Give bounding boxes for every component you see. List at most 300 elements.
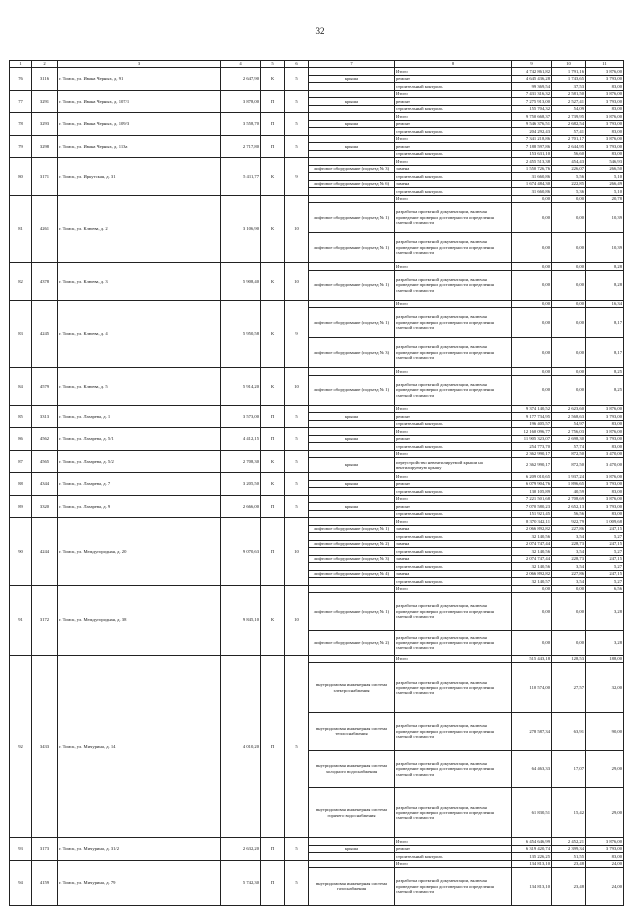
wall-material-cell: П — [261, 655, 285, 838]
floors-cell: 10 — [285, 263, 309, 301]
object-number-cell: 92 — [10, 655, 32, 838]
cost-cell: 0,00 — [512, 338, 552, 368]
col-header-11: 11 — [586, 61, 624, 68]
limit-cost-cell: 90,00 — [586, 713, 624, 751]
address-cell: г. Томск, ул. Ивана Черных, д. 113а — [58, 135, 221, 158]
unit-cost-cell: 0,00 — [552, 270, 586, 300]
cost-cell: 2 066 892,82 — [512, 570, 552, 578]
cost-cell: 9 546 376,51 — [512, 120, 552, 128]
limit-cost-cell: 5,27 — [586, 578, 624, 586]
work-type-cell — [309, 135, 395, 143]
area-cell: 2 647,90 — [221, 68, 261, 91]
object-row — [10, 263, 624, 271]
area-cell: 5 950,58 — [221, 300, 261, 368]
table-body — [10, 68, 624, 906]
address-cell: г. Томск, ул. Лазарева, д. 5/1 — [58, 428, 221, 451]
address-cell: г. Томск, ул. Иркутская, д. 31 — [58, 158, 221, 196]
object-id-cell: 4261 — [32, 195, 58, 263]
action-cell: строительный контроль — [395, 150, 512, 158]
cost-cell: 2 362 990,17 — [512, 450, 552, 458]
page-number: 32 — [315, 26, 325, 36]
object-id-cell: 3291 — [32, 90, 58, 113]
unit-cost-cell: 15,42 — [552, 788, 586, 838]
unit-cost-cell: 0,00 — [552, 375, 586, 405]
cost-cell: 99 369,54 — [512, 83, 552, 91]
cost-cell: 204 292,43 — [512, 128, 552, 136]
cost-cell: 134 813,10 — [512, 868, 552, 906]
work-type-cell — [309, 105, 395, 113]
area-cell: 9 845,10 — [221, 585, 261, 655]
unit-cost-cell: 2 708,69 — [552, 495, 586, 503]
cost-cell: 7 341 218,86 — [512, 135, 552, 143]
unit-cost-cell: 226,07 — [552, 165, 586, 173]
unit-cost-cell: 3,54 — [552, 533, 586, 541]
unit-cost-cell: 54,97 — [552, 420, 586, 428]
wall-material-cell: П — [261, 495, 285, 518]
cost-cell: 31 660,86 — [512, 173, 552, 181]
limit-cost-cell: 1 009,68 — [586, 518, 624, 526]
action-cell: строительный контроль — [395, 105, 512, 113]
action-cell: Итого — [395, 428, 512, 436]
object-row — [10, 158, 624, 166]
cost-cell: 7 431 316,32 — [512, 90, 552, 98]
object-number-cell: 78 — [10, 113, 32, 136]
action-cell: замена — [395, 180, 512, 188]
object-row — [10, 860, 624, 868]
limit-cost-cell: 3 793,00 — [586, 143, 624, 151]
action-cell: разработка проектной документации, включая проведение проверки достоверности определения сметной стоимости — [395, 593, 512, 631]
action-cell: разработка проектной документации, включая проведение проверки достоверности определения сметной стоимости — [395, 750, 512, 788]
action-cell: переустройство невентилируемой крыши на вентилируемую крышу — [395, 458, 512, 473]
address-cell: г. Томск, ул. Мичурина, д. 79 — [58, 860, 221, 905]
address-cell: г. Томск, ул. Ивана Черных, д. 107/1 — [58, 90, 221, 113]
unit-cost-cell: 128,53 — [552, 655, 586, 663]
work-type-cell: лифтовое оборудование (подъезд № 1) — [309, 525, 395, 533]
limit-cost-cell: 24,00 — [586, 860, 624, 868]
cost-cell: 8 370 342,11 — [512, 518, 552, 526]
cost-cell: 9 374 140,52 — [512, 405, 552, 413]
unit-cost-cell: 2 756,03 — [552, 428, 586, 436]
unit-cost-cell: 2 701,17 — [552, 135, 586, 143]
cost-cell: 0,00 — [512, 270, 552, 300]
area-cell: 5 742,30 — [221, 860, 261, 905]
action-cell: ремонт — [395, 143, 512, 151]
action-cell: Итого — [395, 195, 512, 203]
work-type-cell — [309, 83, 395, 91]
object-id-cell: 3313 — [32, 405, 58, 428]
action-cell: замена — [395, 555, 512, 563]
limit-cost-cell: 247,15 — [586, 555, 624, 563]
unit-cost-cell: 228,73 — [552, 540, 586, 548]
work-type-cell — [309, 585, 395, 593]
work-type-cell: лифтовое оборудование (подъезд № 1) — [309, 593, 395, 631]
cost-cell: 0,00 — [512, 368, 552, 376]
unit-cost-cell: 2 623,60 — [552, 405, 586, 413]
limit-cost-cell: 8,28 — [586, 263, 624, 271]
unit-cost-cell: 54,09 — [552, 105, 586, 113]
floors-cell: 10 — [285, 518, 309, 586]
object-number-cell: 90 — [10, 518, 32, 586]
cost-cell: 515 443,18 — [512, 655, 552, 663]
floors-cell: 5 — [285, 68, 309, 91]
work-type-cell — [309, 578, 395, 586]
col-header-5: 5 — [261, 61, 285, 68]
work-type-cell: крыша — [309, 413, 395, 421]
area-cell: 5 908,40 — [221, 263, 261, 301]
work-type-cell — [309, 655, 395, 663]
cost-cell: 9 750 668,37 — [512, 113, 552, 121]
unit-cost-cell: 2 644,95 — [552, 143, 586, 151]
address-cell: г. Томск, ул. Лазарева, д. 1 — [58, 405, 221, 428]
cost-cell: 4 645 436,28 — [512, 75, 552, 83]
work-type-cell: крыша — [309, 435, 395, 443]
cost-cell: 11 905 323,07 — [512, 435, 552, 443]
action-cell: ремонт — [395, 845, 512, 853]
object-number-cell: 93 — [10, 838, 32, 861]
action-cell: Итого — [395, 518, 512, 526]
wall-material-cell: П — [261, 838, 285, 861]
limit-cost-cell: 3 793,00 — [586, 413, 624, 421]
unit-cost-cell: 0,00 — [552, 585, 586, 593]
work-type-cell: крыша — [309, 75, 395, 83]
object-number-cell: 84 — [10, 368, 32, 406]
object-number-cell: 83 — [10, 300, 32, 368]
work-type-cell: крыша — [309, 120, 395, 128]
action-cell: ремонт — [395, 503, 512, 511]
work-type-cell: лифтовое оборудование (подъезд № 2) — [309, 540, 395, 548]
unit-cost-cell: 2 682,54 — [552, 120, 586, 128]
limit-cost-cell: 83,00 — [586, 488, 624, 496]
limit-cost-cell: 8,25 — [586, 368, 624, 376]
limit-cost-cell: 6,56 — [586, 585, 624, 593]
work-type-cell — [309, 563, 395, 571]
floors-cell: 5 — [285, 135, 309, 158]
cost-cell: 64 463,33 — [512, 750, 552, 788]
limit-cost-cell: 5,27 — [586, 533, 624, 541]
work-type-cell: лифтовое оборудование (подъезд № 1) — [309, 203, 395, 233]
col-header-4: 4 — [221, 61, 261, 68]
cost-cell: 0,00 — [512, 263, 552, 271]
action-cell: Итого — [395, 300, 512, 308]
cost-cell: 32 140,56 — [512, 563, 552, 571]
floors-cell: 10 — [285, 368, 309, 406]
object-row — [10, 428, 624, 436]
unit-cost-cell: 57,74 — [552, 443, 586, 451]
limit-cost-cell: 3,28 — [586, 593, 624, 631]
object-row — [10, 405, 624, 413]
action-cell: ремонт — [395, 480, 512, 488]
wall-material-cell: К — [261, 158, 285, 196]
object-number-cell: 89 — [10, 495, 32, 518]
repair-plan-table-container — [9, 60, 623, 906]
work-type-cell: крыша — [309, 458, 395, 473]
object-number-cell: 85 — [10, 405, 32, 428]
unit-cost-cell: 51,55 — [552, 853, 586, 861]
limit-cost-cell: 10,39 — [586, 203, 624, 233]
unit-cost-cell: 0,00 — [552, 203, 586, 233]
col-header-2: 2 — [32, 61, 58, 68]
limit-cost-cell: 3 793,00 — [586, 75, 624, 83]
address-cell: г. Томск, ул. Ивана Черных, д. 109/3 — [58, 113, 221, 136]
action-cell: Итого — [395, 450, 512, 458]
wall-material-cell: П — [261, 860, 285, 905]
action-cell: разработка проектной документации, включая проведение проверки достоверности определения сметной стоимости — [395, 630, 512, 655]
unit-cost-cell: 2 527,41 — [552, 98, 586, 106]
action-cell: Итого — [395, 655, 512, 663]
work-type-cell — [309, 510, 395, 518]
object-number-cell: 79 — [10, 135, 32, 158]
floors-cell: 5 — [285, 655, 309, 838]
wall-material-cell: К — [261, 450, 285, 473]
cost-cell: 0,00 — [512, 593, 552, 631]
address-cell: г. Томск, ул. Клюева, д. 3 — [58, 263, 221, 301]
cost-cell: 0,00 — [512, 308, 552, 338]
cost-cell: 110 574,00 — [512, 663, 552, 713]
col-header-7: 7 — [309, 61, 395, 68]
work-type-cell: внутридомовая инженерная система электроснабжения — [309, 663, 395, 713]
object-id-cell: 3173 — [32, 838, 58, 861]
floors-cell: 9 — [285, 158, 309, 196]
action-cell: ремонт — [395, 75, 512, 83]
wall-material-cell: П — [261, 428, 285, 451]
work-type-cell — [309, 300, 395, 308]
action-cell: разработка проектной документации, включая проведение проверки достоверности определения сметной стоимости — [395, 270, 512, 300]
object-row — [10, 473, 624, 481]
action-cell: строительный контроль — [395, 128, 512, 136]
area-cell: 2 717,80 — [221, 135, 261, 158]
area-cell: 9 070,63 — [221, 518, 261, 586]
wall-material-cell: К — [261, 300, 285, 368]
work-type-cell — [309, 420, 395, 428]
cost-cell: 196 405,57 — [512, 420, 552, 428]
object-row — [10, 655, 624, 663]
floors-cell: 5 — [285, 405, 309, 428]
wall-material-cell: П — [261, 405, 285, 428]
cost-cell: 0,00 — [512, 233, 552, 263]
work-type-cell — [309, 473, 395, 481]
object-row — [10, 450, 624, 458]
cost-cell: 1 674 484,30 — [512, 180, 552, 188]
object-number-cell: 80 — [10, 158, 32, 196]
unit-cost-cell: 1 896,65 — [552, 480, 586, 488]
limit-cost-cell: 29,00 — [586, 750, 624, 788]
work-type-cell: внутридомовая инженерная система теплоснабжения — [309, 713, 395, 751]
wall-material-cell: К — [261, 195, 285, 263]
address-cell: г. Томск, ул. Междугородная, д. 20 — [58, 518, 221, 586]
area-cell: 3 106,90 — [221, 195, 261, 263]
object-number-cell: 91 — [10, 585, 32, 655]
limit-cost-cell: 247,15 — [586, 540, 624, 548]
unit-cost-cell: 3,54 — [552, 563, 586, 571]
work-type-cell — [309, 548, 395, 556]
unit-cost-cell: 922,79 — [552, 518, 586, 526]
limit-cost-cell: 3 470,00 — [586, 458, 624, 473]
object-row — [10, 495, 624, 503]
work-type-cell — [309, 195, 395, 203]
area-cell: 2 708,30 — [221, 450, 261, 473]
object-id-cell: 3172 — [32, 585, 58, 655]
unit-cost-cell: 56,60 — [552, 150, 586, 158]
object-id-cell: 4562 — [32, 428, 58, 451]
unit-cost-cell: 0,00 — [552, 368, 586, 376]
area-cell: 3 573,00 — [221, 405, 261, 428]
limit-cost-cell: 5,27 — [586, 563, 624, 571]
object-id-cell: 3433 — [32, 655, 58, 838]
action-cell: строительный контроль — [395, 548, 512, 556]
work-type-cell: внутридомовая инженерная система горячего водоснабжения — [309, 788, 395, 838]
action-cell: строительный контроль — [395, 563, 512, 571]
cost-cell: 7 275 913,00 — [512, 98, 552, 106]
col-header-6: 6 — [285, 61, 309, 68]
limit-cost-cell: 3 793,00 — [586, 98, 624, 106]
address-cell: г. Томск, ул. Ивана Черных, д. 91 — [58, 68, 221, 91]
cost-cell: 32 140,56 — [512, 533, 552, 541]
object-id-cell: 4244 — [32, 518, 58, 586]
floors-cell: 5 — [285, 838, 309, 861]
limit-cost-cell: 24,00 — [586, 868, 624, 906]
work-type-cell — [309, 128, 395, 136]
work-type-cell: лифтовое оборудование (подъезд № 2) — [309, 630, 395, 655]
limit-cost-cell: 247,15 — [586, 570, 624, 578]
unit-cost-cell: 0,00 — [552, 263, 586, 271]
limit-cost-cell: 266,49 — [586, 180, 624, 188]
work-type-cell — [309, 838, 395, 846]
floors-cell: 9 — [285, 300, 309, 368]
limit-cost-cell: 29,00 — [586, 788, 624, 838]
floors-cell: 5 — [285, 860, 309, 905]
unit-cost-cell: 454,43 — [552, 158, 586, 166]
limit-cost-cell: 10,39 — [586, 233, 624, 263]
cost-cell: 6 454 646,99 — [512, 838, 552, 846]
work-type-cell — [309, 518, 395, 526]
unit-cost-cell: 5,36 — [552, 188, 586, 196]
cost-cell: 2 455 513,38 — [512, 158, 552, 166]
work-type-cell — [309, 188, 395, 196]
unit-cost-cell: 0,00 — [552, 593, 586, 631]
unit-cost-cell: 2 698,30 — [552, 435, 586, 443]
work-type-cell — [309, 263, 395, 271]
limit-cost-cell: 3 876,00 — [586, 90, 624, 98]
action-cell: разработка проектной документации, включая проведение проверки достоверности определения сметной стоимости — [395, 788, 512, 838]
unit-cost-cell: 0,00 — [552, 630, 586, 655]
action-cell: разработка проектной документации, включая проведение проверки достоверности определения сметной стоимости — [395, 308, 512, 338]
limit-cost-cell: 83,00 — [586, 853, 624, 861]
object-id-cell: 4245 — [32, 300, 58, 368]
work-type-cell — [309, 860, 395, 868]
work-type-cell: лифтовое оборудование (подъезд № 1) — [309, 270, 395, 300]
address-cell: г. Томск, ул. Клюева, д. 2 — [58, 195, 221, 263]
limit-cost-cell: 83,00 — [586, 443, 624, 451]
wall-material-cell: К — [261, 368, 285, 406]
work-type-cell: крыша — [309, 143, 395, 151]
limit-cost-cell: 83,00 — [586, 420, 624, 428]
action-cell: Итого — [395, 158, 512, 166]
limit-cost-cell: 8,28 — [586, 270, 624, 300]
wall-material-cell: К — [261, 585, 285, 655]
object-number-cell: 88 — [10, 473, 32, 496]
action-cell: ремонт — [395, 98, 512, 106]
action-cell: разработка проектной документации, включая проведение проверки достоверности определения сметной стоимости — [395, 713, 512, 751]
limit-cost-cell: 3 793,00 — [586, 845, 624, 853]
limit-cost-cell: 20,78 — [586, 195, 624, 203]
object-id-cell: 3298 — [32, 135, 58, 158]
unit-cost-cell: 17,07 — [552, 750, 586, 788]
limit-cost-cell: 3 793,00 — [586, 503, 624, 511]
action-cell: строительный контроль — [395, 188, 512, 196]
address-cell: г. Томск, ул. Лазарева, д. 9 — [58, 495, 221, 518]
unit-cost-cell: 2 581,50 — [552, 90, 586, 98]
cost-cell: 0,00 — [512, 203, 552, 233]
action-cell: Итого — [395, 495, 512, 503]
action-cell: ремонт — [395, 120, 512, 128]
work-type-cell — [309, 488, 395, 496]
cost-cell: 153 631,10 — [512, 150, 552, 158]
work-type-cell — [309, 428, 395, 436]
unit-cost-cell: 23,48 — [552, 860, 586, 868]
area-cell: 3 205,50 — [221, 473, 261, 496]
unit-cost-cell: 3,54 — [552, 548, 586, 556]
action-cell: разработка проектной документации, включая проведение проверки достоверности определения сметной стоимости — [395, 663, 512, 713]
action-cell: строительный контроль — [395, 510, 512, 518]
limit-cost-cell: 3,28 — [586, 630, 624, 655]
unit-cost-cell: 2 399,34 — [552, 845, 586, 853]
object-number-cell: 76 — [10, 68, 32, 91]
work-type-cell: крыша — [309, 98, 395, 106]
action-cell: замена — [395, 165, 512, 173]
object-id-cell: 3116 — [32, 68, 58, 91]
work-type-cell: лифтовое оборудование (подъезд № 1) — [309, 308, 395, 338]
action-cell: разработка проектной документации, включая проведение проверки достоверности определения сметной стоимости — [395, 868, 512, 906]
action-cell: замена — [395, 525, 512, 533]
action-cell: строительный контроль — [395, 578, 512, 586]
col-header-1: 1 — [10, 61, 32, 68]
limit-cost-cell: 3 876,00 — [586, 473, 624, 481]
work-type-cell: лифтовое оборудование (подъезд № 3) — [309, 165, 395, 173]
work-type-cell: лифтовое оборудование (подъезд № 4) — [309, 570, 395, 578]
cost-cell: 0,00 — [512, 585, 552, 593]
wall-material-cell: К — [261, 68, 285, 91]
limit-cost-cell: 83,00 — [586, 150, 624, 158]
unit-cost-cell: 2 652,13 — [552, 503, 586, 511]
cost-cell: 1 550 726,76 — [512, 165, 552, 173]
object-number-cell: 82 — [10, 263, 32, 301]
limit-cost-cell: 5,27 — [586, 548, 624, 556]
work-type-cell — [309, 90, 395, 98]
cost-cell: 4 742 861,82 — [512, 68, 552, 76]
unit-cost-cell: 27,57 — [552, 663, 586, 713]
work-type-cell — [309, 173, 395, 181]
wall-material-cell: К — [261, 473, 285, 496]
action-cell: строительный контроль — [395, 83, 512, 91]
action-cell: Итого — [395, 113, 512, 121]
action-cell: замена — [395, 570, 512, 578]
cost-cell: 155 704,32 — [512, 105, 552, 113]
object-row — [10, 585, 624, 593]
unit-cost-cell: 227,86 — [552, 525, 586, 533]
limit-cost-cell: 3 876,00 — [586, 135, 624, 143]
action-cell: Итого — [395, 860, 512, 868]
work-type-cell — [309, 450, 395, 458]
action-cell: Итого — [395, 405, 512, 413]
object-number-cell: 94 — [10, 860, 32, 905]
unit-cost-cell: 0,00 — [552, 308, 586, 338]
unit-cost-cell: 23,48 — [552, 868, 586, 906]
address-cell: г. Томск, ул. Междугородная, д. 38 — [58, 585, 221, 655]
action-cell: разработка проектной документации, включая проведение проверки достоверности определения сметной стоимости — [395, 338, 512, 368]
limit-cost-cell: 3 876,00 — [586, 68, 624, 76]
unit-cost-cell: 2 739,95 — [552, 113, 586, 121]
work-type-cell — [309, 495, 395, 503]
